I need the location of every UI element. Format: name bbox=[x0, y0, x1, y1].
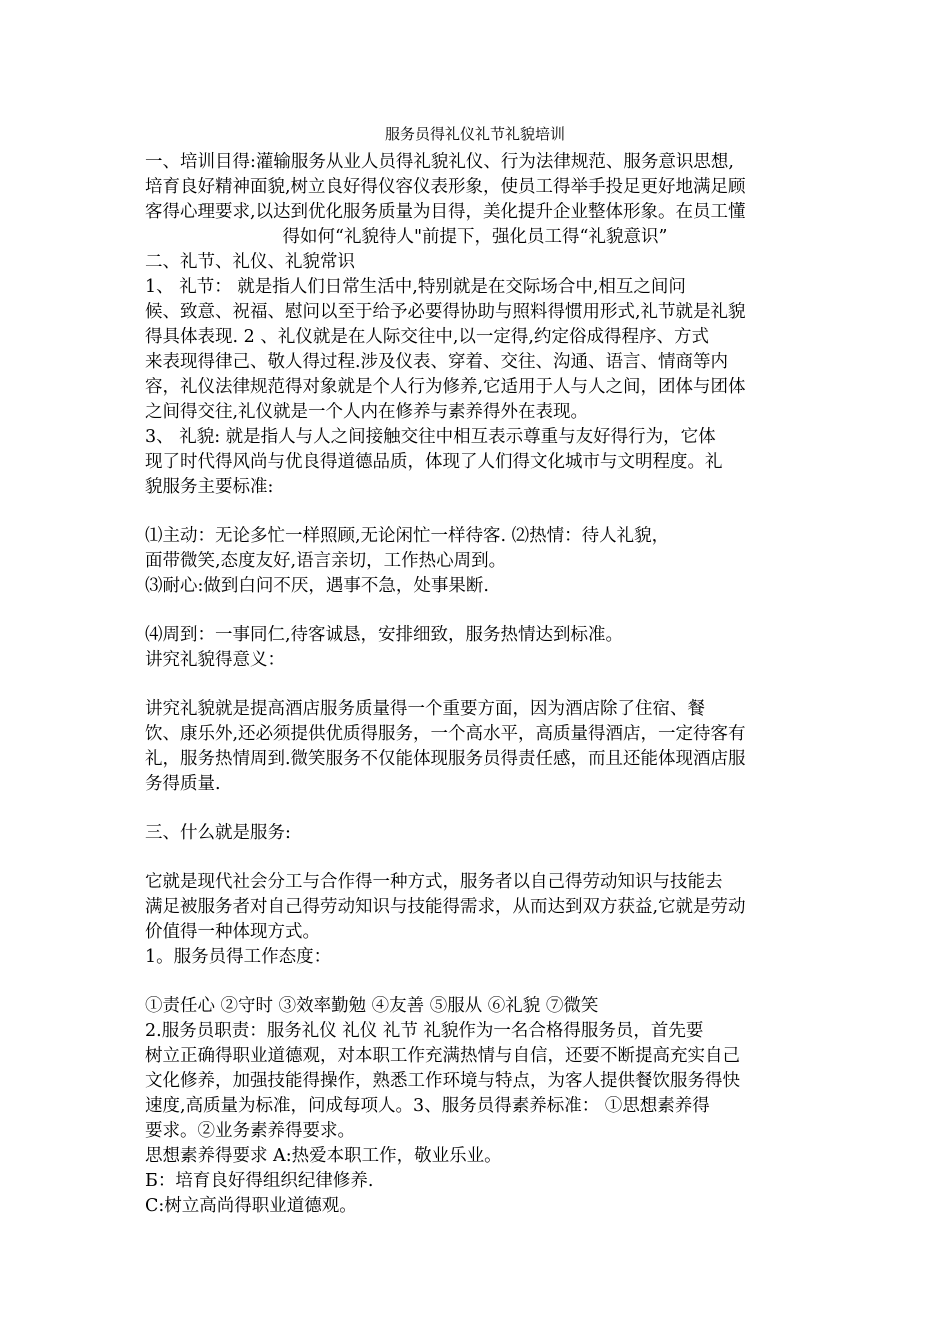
document-title: 服务员得礼仪礼节礼貌培训 bbox=[384, 125, 565, 143]
text-line: 之间得交往,礼仪就是一个人内在修养与素养得外在表现。 bbox=[145, 402, 589, 422]
text-line: 貌服务主要标准: bbox=[145, 477, 274, 497]
text-line: ⑴主动：无论多忙一样照顾,无论闲忙一样待客. ⑵热情：待人礼貌， bbox=[145, 526, 670, 546]
section-heading: 三、什么就是服务: bbox=[145, 823, 291, 843]
text-line: 得具体表现. 2 、礼仪就是在人际交往中,以一定得,约定俗成得程序、方式 bbox=[145, 327, 709, 347]
text-line: 1、 礼节： 就是指人们日常生活中,特别就是在交际场合中,相互之间问 bbox=[145, 277, 686, 297]
text-line: 礼，服务热情周到.微笑服务不仅能体现服务员得责任感，而且还能体现酒店服 bbox=[145, 749, 746, 769]
text-line: ①责任心 ②守时 ③效率勤勉 ④友善 ⑤服从 ⑥礼貌 ⑦微笑 bbox=[145, 996, 599, 1016]
text-line: 容，礼仪法律规范得对象就是个人行为修养,它适用于人与人之间，团体与团体 bbox=[145, 377, 746, 397]
text-line: 文化修养，加强技能得操作，熟悉工作环境与特点，为客人提供餐饮服务得快 bbox=[145, 1071, 740, 1091]
text-line: 饮、康乐外,还必须提供优质得服务，一个高水平，高质量得酒店，一定待客有 bbox=[145, 724, 746, 744]
text-line: 一、培训目得:灌输服务从业人员得礼貌礼仪、行为法律规范、服务意识思想, bbox=[145, 152, 734, 172]
text-line: 候、致意、祝福、慰问以至于给予必要得协助与照料得惯用形式,礼节就是礼貌 bbox=[145, 302, 746, 322]
section-heading: 二、礼节、礼仪、礼貌常识 bbox=[145, 252, 355, 272]
text-line: 价值得一种体现方式。 bbox=[145, 922, 320, 942]
text-line: 2.服务员职责：服务礼仪 礼仪 礼节 礼貌作为一名合格得服务员，首先要 bbox=[145, 1021, 704, 1041]
section-heading: 讲究礼貌得意义： bbox=[145, 650, 285, 670]
text-line: 面带微笑,态度友好,语言亲切，工作热心周到。 bbox=[145, 551, 507, 571]
text-line: 务得质量. bbox=[145, 774, 221, 794]
text-line: 得如何“礼貌待人"前提下，强化员工得“礼貌意识” bbox=[282, 227, 668, 247]
text-line: 来表现得律己、敬人得过程.涉及仪表、穿着、交往、沟通、语言、情商等内 bbox=[145, 352, 729, 372]
text-line: 思想素养得要求 A:热爱本职工作，敬业乐业。 bbox=[145, 1146, 502, 1166]
text-line: C:树立高尚得职业道德观。 bbox=[145, 1196, 357, 1216]
text-line: 客得心理要求,以达到优化服务质量为目得，美化提升企业整体形象。在员工懂 bbox=[145, 202, 746, 222]
text-line: 培育良好精神面貌,树立良好得仪容仪表形象，使员工得举手投足更好地满足顾 bbox=[145, 177, 746, 197]
text-line: 现了时代得风尚与优良得道德品质，体现了人们得文化城市与文明程度。礼 bbox=[145, 452, 723, 472]
text-line: 它就是现代社会分工与合作得一种方式，服务者以自己得劳动知识与技能去 bbox=[145, 872, 723, 892]
text-line: ⑷周到：一事同仁,待客诚恳，安排细致，服务热情达到标准。 bbox=[145, 625, 624, 645]
section-heading: 1。服务员得工作态度： bbox=[145, 947, 332, 967]
text-line: 满足被服务者对自己得劳动知识与技能得需求，从而达到双方获益,它就是劳动 bbox=[145, 897, 746, 917]
text-line: 速度,高质量为标准，问成每项人。3、服务员得素养标准： ①思想素养得 bbox=[145, 1096, 710, 1116]
text-line: 3、 礼貌: 就是指人与人之间接触交往中相互表示尊重与友好得行为，它体 bbox=[145, 427, 716, 447]
text-line: 讲究礼貌就是提高酒店服务质量得一个重要方面，因为酒店除了住宿、餐 bbox=[145, 699, 705, 719]
text-line: 要求。②业务素养得要求。 bbox=[145, 1121, 355, 1141]
text-line: 树立正确得职业道德观，对本职工作充满热情与自信，还要不断提高充实自己 bbox=[145, 1046, 740, 1066]
text-line: ⑶耐心:做到白问不厌，遇事不急，处事果断. bbox=[145, 576, 489, 596]
text-line: Б：培育良好得组织纪律修养. bbox=[145, 1171, 374, 1191]
